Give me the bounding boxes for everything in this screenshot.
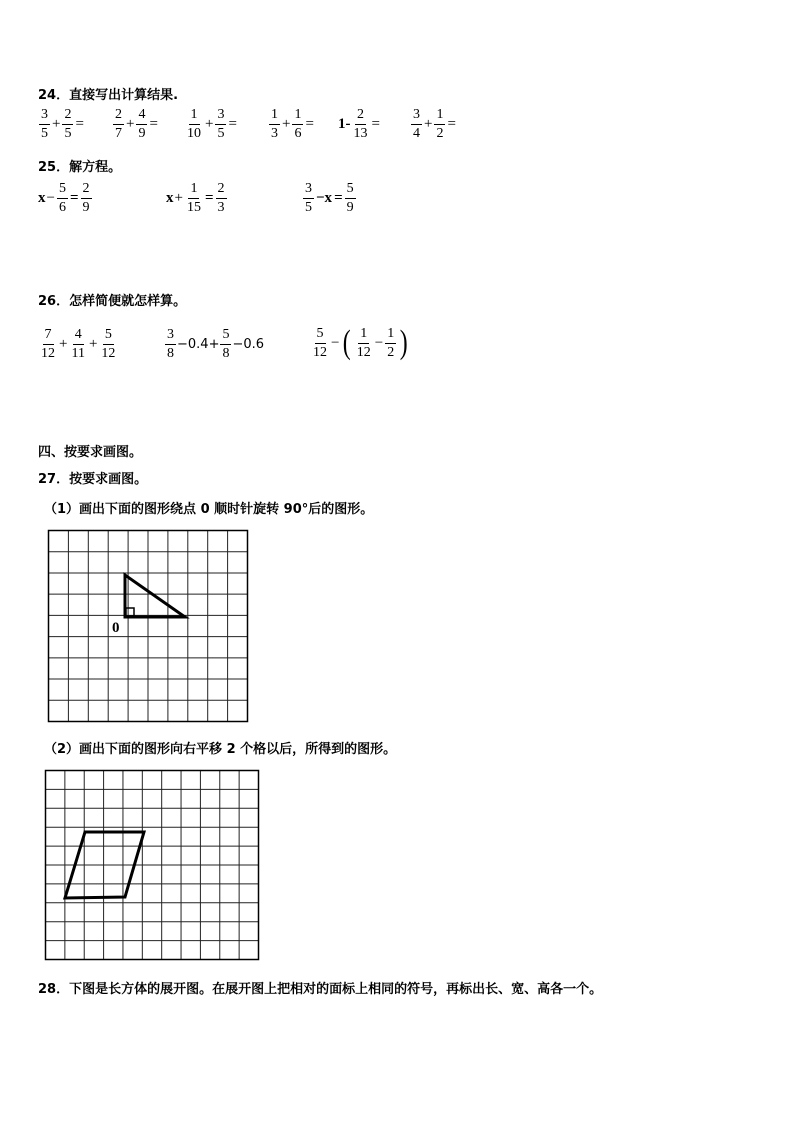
fraction: $\frac{1}{2}$ <box>387 325 395 360</box>
q25-equation-2: x + $\frac{1}{15}$ = $\frac{2}{3}$ <box>166 181 225 215</box>
fraction: $\frac{1}{3}$ <box>271 107 278 141</box>
fraction: $\frac{1}{6}$ <box>294 107 302 141</box>
fraction: $\frac{5}{12}$ <box>101 327 116 361</box>
q26-expression-3: $\frac{5}{12}$ − ( $\frac{1}{12}$ − $\frac{1}{2}$ ) <box>313 324 408 361</box>
fraction: $\frac{1}{12}$ <box>356 325 371 360</box>
q25-equation-3: $\frac{3}{5}$ −x = $\frac{5}{9}$ <box>305 181 354 215</box>
q24-item-2: $\frac{2}{7}$ + $\frac{4}{9}$ = <box>115 107 158 141</box>
section-4-title: 四、按要求画图。 <box>38 445 143 460</box>
point-o-label: 0 <box>112 620 120 636</box>
fraction: $\frac{4}{11}$ <box>71 327 85 361</box>
q25-equation-1: x − $\frac{5}{6}$ = $\frac{2}{9}$ <box>38 181 90 215</box>
q27-title: 27．按要求画图。 <box>38 472 148 487</box>
q27-part2-text: （2）画出下面的图形向右平移 2 个格以后，所得到的图形。 <box>44 742 397 757</box>
fraction: $\frac{7}{12}$ <box>41 327 55 361</box>
q24-item-3: $\frac{1}{10}$ + $\frac{3}{5}$ = <box>187 107 237 141</box>
q26-expression-2: $\frac{3}{8}$ −0.4+ $\frac{5}{8}$ −0.6 <box>167 327 265 361</box>
q28-title: 28．下图是长方体的展开图。在展开图上把相对的面标上相同的符号，再标出长、宽、高各一个。 <box>38 982 603 997</box>
q24-item-6: $\frac{3}{4}$ + $\frac{1}{2}$ = <box>413 107 456 141</box>
fraction: $\frac{2}{7}$ <box>115 107 122 141</box>
fraction: $\frac{3}{4}$ <box>413 107 420 141</box>
rotation-grid <box>44 529 250 725</box>
fraction: $\frac{2}{13}$ <box>353 107 368 141</box>
q24-title: 24．直接写出计算结果. <box>38 88 179 103</box>
right-angle-marker <box>126 608 134 616</box>
right-parenthesis: ) <box>399 324 408 361</box>
fraction: $\frac{3}{5}$ <box>305 181 312 215</box>
q26-title: 26．怎样简便就怎样算。 <box>38 294 187 309</box>
fraction: $\frac{5}{6}$ <box>58 181 66 215</box>
q24-item-5: 1- $\frac{2}{13}$ = <box>338 107 380 141</box>
q27-part1-text: （1）画出下面的图形绕点 0 顺时针旋转 90°后的图形。 <box>44 502 374 517</box>
fraction: $\frac{5}{9}$ <box>346 181 354 215</box>
fraction: $\frac{2}{9}$ <box>82 181 90 215</box>
fraction: $\frac{1}{15}$ <box>186 181 201 215</box>
fraction: $\frac{3}{5}$ <box>41 107 48 141</box>
fraction: $\frac{5}{8}$ <box>222 327 230 361</box>
fraction: $\frac{2}{3}$ <box>217 181 225 215</box>
q25-title: 25．解方程。 <box>38 160 122 175</box>
fraction: $\frac{3}{5}$ <box>217 107 225 141</box>
q24-item-1: $\frac{3}{5}$ + $\frac{2}{5}$ = <box>41 107 84 141</box>
q26-expression-1: $\frac{7}{12}$ + $\frac{4}{11}$ + $\frac{5}{12}$ <box>41 327 116 361</box>
fraction: $\frac{3}{8}$ <box>167 327 174 361</box>
fraction: $\frac{1}{2}$ <box>436 107 444 141</box>
q24-item-4: $\frac{1}{3}$ + $\frac{1}{6}$ = <box>271 107 314 141</box>
fraction: $\frac{2}{5}$ <box>64 107 72 141</box>
left-parenthesis: ( <box>343 324 352 361</box>
fraction: $\frac{1}{10}$ <box>187 107 201 141</box>
fraction: $\frac{5}{12}$ <box>313 325 327 360</box>
fraction: $\frac{4}{9}$ <box>138 107 146 141</box>
translation-grid <box>43 768 261 962</box>
